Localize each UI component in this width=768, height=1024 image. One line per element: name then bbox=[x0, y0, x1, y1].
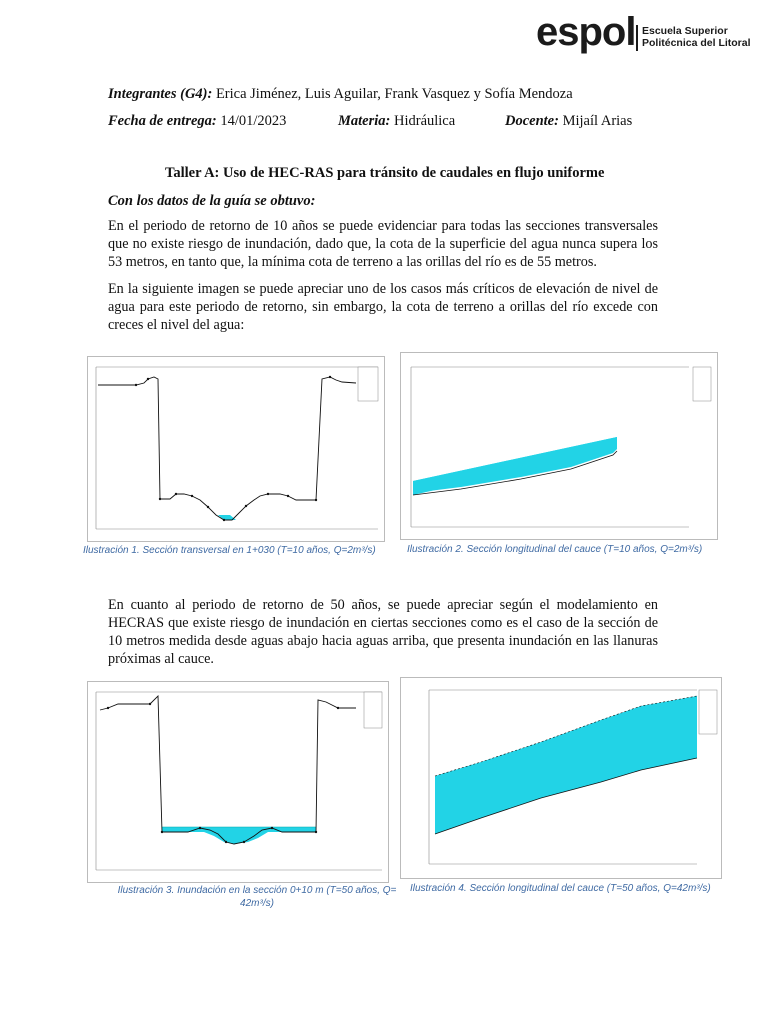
figure-4-longitudinal bbox=[400, 677, 722, 879]
document-title: Taller A: Uso de HEC-RAS para tránsito de caudales en flujo uniforme bbox=[165, 165, 605, 181]
subject-label: Materia: bbox=[338, 113, 391, 129]
figure-1-caption: Ilustración 1. Sección transversal en 1+030 (T=10 años, Q=2m³/s) bbox=[83, 545, 376, 556]
teacher-label: Docente: bbox=[505, 113, 559, 129]
logo-line-2: Politécnica del Litoral bbox=[642, 37, 751, 49]
paragraph-2: En la siguiente imagen se puede apreciar uno de los casos más críticos de elevación de nivel de agua para este periodo de retorno, sin embargo, la cota de terreno a orillas del río excede con creces el nivel del agua: bbox=[108, 281, 658, 333]
paragraph-1: En el periodo de retorno de 10 años se puede evidenciar para todas las secciones transversales que no existe riesgo de inundación, dado que, la cota de la superficie del agua nunca supera los 53 metros, en tanto que, la mínima cota de terreno a las orillas del río es de 55 metros. bbox=[108, 218, 658, 270]
document-subtitle: Con los datos de la guía se obtuvo: bbox=[108, 193, 316, 209]
teacher-value: Mijaíl Arias bbox=[558, 113, 633, 129]
members-line bbox=[108, 86, 573, 103]
figure-4-caption: Ilustración 4. Sección longitudinal del cauce (T=50 años, Q=42m³/s) bbox=[410, 883, 711, 894]
figure-2-caption: Ilustración 2. Sección longitudinal del cauce (T=10 años, Q=2m³/s) bbox=[407, 544, 703, 555]
figure-3-cross-section bbox=[87, 681, 389, 883]
date-label: Fecha de entrega: bbox=[108, 113, 217, 129]
figure-3-caption: Ilustración 3. Inundación en la sección 0+10 m (T=50 años, Q= 42m³/s) bbox=[117, 885, 397, 909]
figure-4-plot bbox=[401, 678, 721, 878]
date-value: 14/01/2023 bbox=[216, 113, 287, 129]
paragraph-3: En cuanto al periodo de retorno de 50 años, se puede apreciar según el modelamiento en HECRAS que existe riesgo de inundación en ciertas secciones como es el caso de la sección de 10 metros medida desde aguas abajo hacia aguas arriba, que presenta inundación en las llanuras próximas al cauce. bbox=[108, 597, 658, 667]
figure-1-plot bbox=[88, 357, 384, 541]
espol-logo: espol bbox=[536, 10, 636, 54]
subject-value: Hidráulica bbox=[390, 113, 456, 129]
members-label: Integrantes (G4): bbox=[108, 86, 213, 102]
logo-line-1: Escuela Superior bbox=[642, 25, 728, 37]
figure-3-plot bbox=[88, 682, 388, 882]
members-value: Erica Jiménez, Luis Aguilar, Frank Vasquez y Sofía Mendoza bbox=[212, 86, 573, 102]
logo-institution-name bbox=[642, 25, 751, 49]
subject-line bbox=[338, 113, 455, 130]
logo-divider bbox=[636, 25, 638, 51]
date-line bbox=[108, 113, 286, 130]
figure-2-longitudinal bbox=[400, 352, 718, 540]
teacher-line bbox=[505, 113, 632, 130]
figure-2-plot bbox=[401, 353, 717, 539]
figure-1-cross-section bbox=[87, 356, 385, 542]
